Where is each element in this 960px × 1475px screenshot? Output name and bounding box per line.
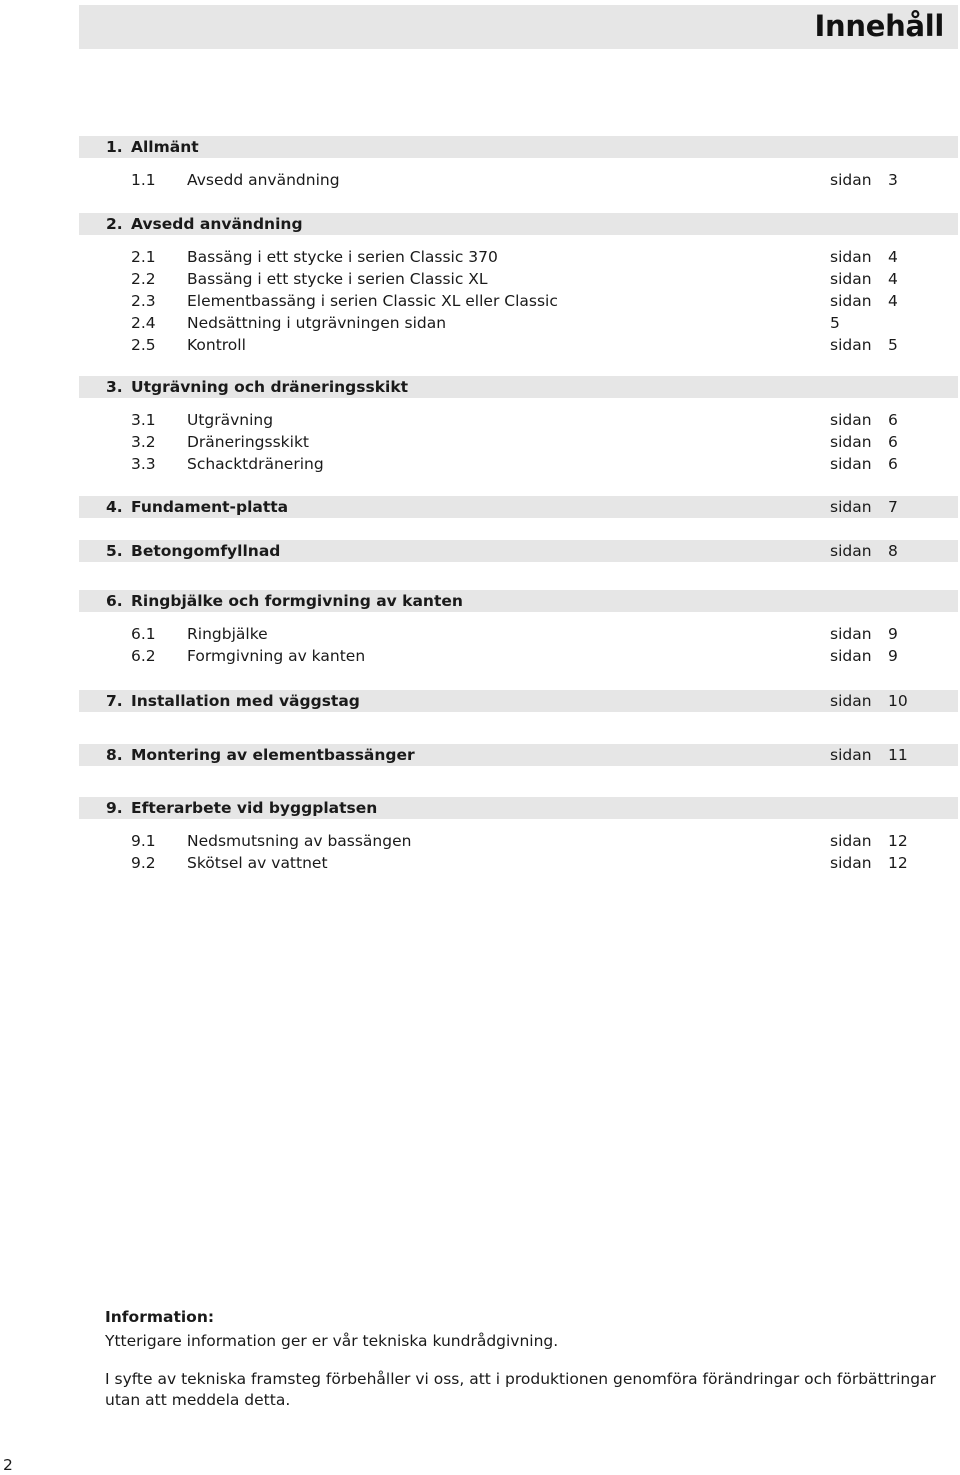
page-number-ref: 10 (888, 692, 908, 710)
page-number-ref: 8 (888, 542, 898, 560)
entry-number: 9.1 (131, 832, 156, 850)
page-label: sidan (830, 542, 872, 560)
toc-entry (0, 312, 960, 334)
page-number-ref: 5 (888, 336, 898, 354)
toc-entry (0, 852, 960, 874)
section-title: Montering av elementbassänger (131, 746, 415, 764)
section-number: 6. (106, 592, 123, 610)
entry-number: 2.4 (131, 314, 156, 332)
section-number: 8. (106, 746, 123, 764)
page-number-ref: 6 (888, 433, 898, 451)
toc-entry (0, 334, 960, 356)
section-title: Fundament-platta (131, 498, 289, 516)
section-number: 1. (106, 138, 123, 156)
toc-entry (0, 830, 960, 852)
page-label: sidan (830, 647, 872, 665)
entry-number: 9.2 (131, 854, 156, 872)
page-number-ref: 3 (888, 171, 898, 189)
section-title: Efterarbete vid byggplatsen (131, 799, 378, 817)
entry-title: Utgrävning (187, 411, 274, 429)
entry-number: 3.2 (131, 433, 156, 451)
page-number-ref: 12 (888, 832, 908, 850)
entry-title: Ringbjälke (187, 625, 268, 643)
page-number: 2 (3, 1456, 13, 1474)
info-disclaimer: I syfte av tekniska framsteg förbehåller vi oss, att i produktionen genomföra förändringar och förbättringar utan att meddela detta. (105, 1370, 936, 1409)
info-title: Information: (105, 1308, 215, 1326)
section-title: Installation med väggstag (131, 692, 360, 710)
toc-entry (0, 453, 960, 475)
page-label: sidan (830, 171, 872, 189)
page-label: sidan (830, 411, 872, 429)
page-label: sidan (830, 746, 872, 764)
section-title: Allmänt (131, 138, 199, 156)
page-label: sidan (830, 433, 872, 451)
page-label: sidan (830, 498, 872, 516)
page-label: sidan (830, 292, 872, 310)
header-bar (79, 5, 958, 49)
page-number-ref: 9 (888, 625, 898, 643)
toc-entry (0, 623, 960, 645)
entry-number: 3.3 (131, 455, 156, 473)
info-block (105, 1307, 958, 1411)
entry-title: Bassäng i ett stycke i serien Classic XL (187, 270, 488, 288)
page-label: sidan (830, 832, 872, 850)
entry-title: Elementbassäng i serien Classic XL eller Classic (187, 292, 558, 310)
section-number: 9. (106, 799, 123, 817)
entry-number: 2.5 (131, 336, 156, 354)
toc-entry (0, 268, 960, 290)
entry-number: 3.1 (131, 411, 156, 429)
page-number-ref: 5 (830, 314, 840, 332)
entry-title: Schacktdränering (187, 455, 324, 473)
entry-number: 2.1 (131, 248, 156, 266)
entry-number: 6.1 (131, 625, 156, 643)
entry-title: Nedsmutsning av bassängen (187, 832, 412, 850)
entry-number: 2.2 (131, 270, 156, 288)
entry-title: Avsedd användning (187, 171, 340, 189)
page-label: sidan (830, 854, 872, 872)
toc-entry (0, 246, 960, 268)
page-number-ref: 6 (888, 411, 898, 429)
entry-title: Dräneringsskikt (187, 433, 309, 451)
toc-entry (0, 645, 960, 667)
page-number-ref: 4 (888, 248, 898, 266)
section-heading-bar (79, 136, 958, 158)
page-label: sidan (830, 625, 872, 643)
entry-title: Kontroll (187, 336, 246, 354)
page-number-ref: 6 (888, 455, 898, 473)
page-label: sidan (830, 455, 872, 473)
section-number: 2. (106, 215, 123, 233)
section-number: 7. (106, 692, 123, 710)
entry-number: 6.2 (131, 647, 156, 665)
entry-title: Bassäng i ett stycke i serien Classic 370 (187, 248, 498, 266)
section-number: 3. (106, 378, 123, 396)
page-number-ref: 9 (888, 647, 898, 665)
page-number-ref: 7 (888, 498, 898, 516)
entry-number: 2.3 (131, 292, 156, 310)
section-title: Utgrävning och dräneringsskikt (131, 378, 409, 396)
entry-title: Nedsättning i utgrävningen sidan (187, 314, 447, 332)
toc-entry (0, 169, 960, 191)
toc-entry (0, 431, 960, 453)
info-line: Ytterigare information ger er vår tekniska kundrådgivning. (105, 1332, 559, 1350)
page-number-ref: 4 (888, 270, 898, 288)
page-label: sidan (830, 248, 872, 266)
page-number-ref: 4 (888, 292, 898, 310)
toc-entry (0, 290, 960, 312)
toc-entry (0, 409, 960, 431)
entry-number: 1.1 (131, 171, 156, 189)
section-number: 4. (106, 498, 123, 516)
section-title: Betongomfyllnad (131, 542, 281, 560)
section-title: Ringbjälke och formgivning av kanten (131, 592, 463, 610)
page-label: sidan (830, 336, 872, 354)
entry-title: Formgivning av kanten (187, 647, 366, 665)
page-title: Innehåll (814, 9, 944, 43)
page-number-ref: 12 (888, 854, 908, 872)
page-label: sidan (830, 270, 872, 288)
section-number: 5. (106, 542, 123, 560)
page-label: sidan (830, 692, 872, 710)
entry-title: Skötsel av vattnet (187, 854, 328, 872)
page-number-ref: 11 (888, 746, 908, 764)
section-title: Avsedd användning (131, 215, 303, 233)
